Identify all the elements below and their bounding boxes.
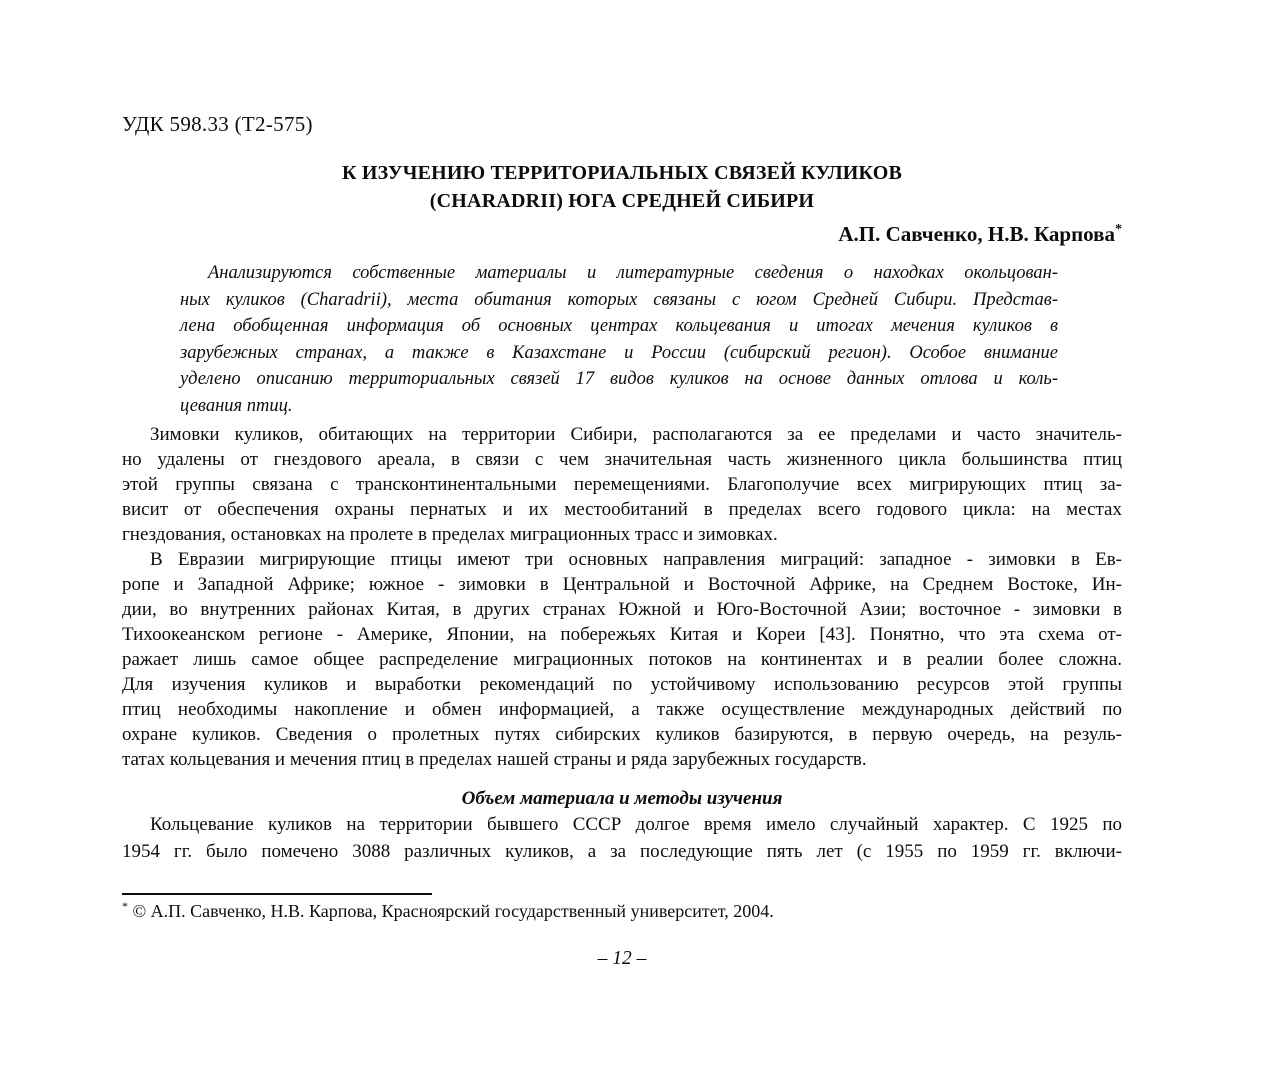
footnote-text: © А.П. Савченко, Н.В. Карпова, Красноярский государственный университет, 2004. [132, 901, 774, 921]
text-line: ных куликов (Charadrii), места обитания которых связаны с югом Средней Сибири. Представ- [180, 289, 1058, 310]
text-line: татах кольцевания и мечения птиц в пределах нашей страны и ряда зарубежных государств. [122, 749, 867, 770]
text-line: Зимовки куликов, обитающих на территории Сибири, располагаются за ее пределами и часто значитель- [150, 424, 1122, 445]
text-line: Анализируются собственные материалы и литературные сведения о находках окольцован- [208, 263, 1058, 283]
text-line: лена обобщенная информация об основных центрах кольцевания и итогах мечения куликов в [180, 316, 1058, 337]
body-text [122, 422, 1122, 772]
text-line: птиц необходимы накопление и обмен информацией, а также осуществление международных действий по [122, 699, 1122, 720]
text-line: охране куликов. Сведения о пролетных путях сибирских куликов базируются, в первую очередь, на резуль- [122, 724, 1122, 745]
text-line: В Евразии мигрирующие птицы имеют три основных направления миграций: западное - зимовки в Ев- [150, 549, 1122, 570]
text-line: уделено описанию территориальных связей 17 видов куликов на основе данных отлова и коль- [180, 369, 1058, 390]
footnote-marker: * [122, 899, 128, 913]
authors-line [122, 222, 1122, 247]
article-title-line1: К ИЗУЧЕНИЮ ТЕРРИТОРИАЛЬНЫХ СВЯЗЕЙ КУЛИКОВ [341, 162, 903, 184]
text-line: гнездования, остановках на пролете в пределах миграционных трасс и зимовках. [122, 524, 778, 545]
paragraph-2 [122, 547, 1122, 772]
footnote-rule [122, 893, 432, 895]
section-heading: Объем материала и методы изучения [461, 788, 783, 809]
text-line: Кольцевание куликов на территории бывшего СССР долгое время имело случайный характер. С 1925 по [150, 814, 1122, 835]
text-line: цевания птиц. [180, 395, 293, 416]
text-line: этой группы связана с трансконтинентальными перемещениями. Благополучие всех мигрирующих птиц за- [122, 474, 1122, 495]
text-line: ропе и Западной Африке; южное - зимовки в Центральной и Восточной Африке, на Среднем Востоке, Ин- [122, 574, 1122, 595]
authors-footnote-marker: * [1115, 222, 1122, 237]
footnote [122, 901, 1122, 922]
udk-code: УДК 598.33 (Т2-575) [122, 112, 313, 136]
text-line: ражает лишь самое общее распределение миграционных потоков на континентах и в реалии более сложна. [122, 649, 1122, 670]
text-line: висит от обеспечения охраны пернатых и их местообитаний в пределах всего годового цикла: на местах [122, 499, 1122, 520]
section-paragraph [122, 812, 1122, 865]
text-line: но удалены от гнездового ареала, в связи с чем значительная часть жизненного цикла большинства птиц [122, 449, 1122, 470]
text-line: дии, во внутренних районах Китая, в других странах Южной и Юго-Восточной Азии; восточное - зимовки в [122, 599, 1122, 620]
article-title [122, 159, 1122, 215]
text-line: Для изучения куликов и выработки рекомендаций по устойчивому использованию ресурсов этой группы [122, 674, 1122, 695]
text-line: зарубежных странах, а также в Казахстане и России (сибирский регион). Особое внимание [180, 342, 1058, 363]
page-number: – 12 – [597, 948, 647, 969]
text-line: 1954 гг. было помечено 3088 различных куликов, а за последующие пять лет (с 1955 по 1959 гг. включи- [122, 840, 1122, 862]
abstract [180, 260, 1058, 420]
paragraph-1 [122, 422, 1122, 547]
authors-names: А.П. Савченко, Н.В. Карпова [838, 222, 1115, 246]
text-line: Тихоокеанском регионе - Америке, Японии, на побережьях Китая и Кореи [43]. Понятно, что эта схема от- [122, 624, 1122, 645]
article-title-line2: (CHARADRII) ЮГА СРЕДНЕЙ СИБИРИ [429, 190, 815, 212]
